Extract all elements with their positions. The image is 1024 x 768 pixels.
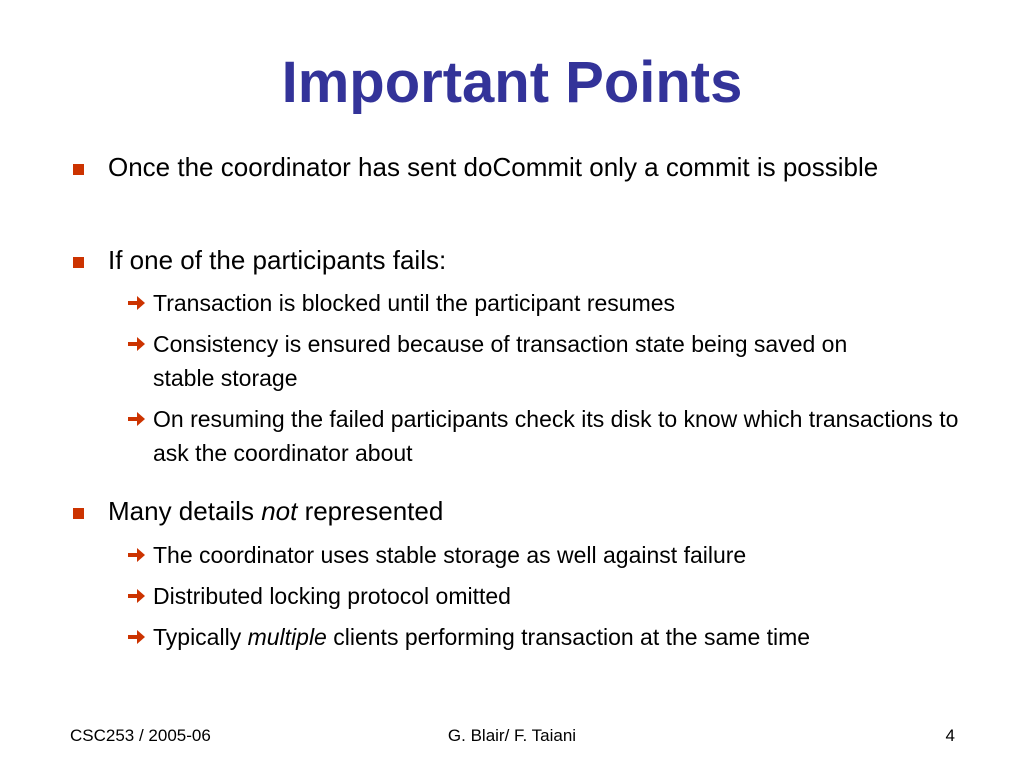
sub-bullet-3-3-before: Typically xyxy=(153,624,248,650)
right-arrow-icon xyxy=(126,293,146,313)
right-arrow-icon xyxy=(126,334,146,354)
right-arrow-icon xyxy=(126,627,146,647)
right-arrow-icon xyxy=(126,409,146,429)
sub-bullet-3-3-emphasis: multiple xyxy=(247,624,327,650)
bullet-3-emphasis: not xyxy=(261,496,298,526)
sub-bullet-3-3 xyxy=(153,620,983,654)
footer-authors: G. Blair/ F. Taiani xyxy=(447,726,577,745)
square-bullet-icon xyxy=(73,257,84,268)
sub-bullet-3-1: The coordinator uses stable storage as well against failure xyxy=(153,542,747,568)
footer-page-number: 4 xyxy=(945,726,955,745)
bullet-3-before: Many details xyxy=(108,496,262,526)
sub-bullet-3-2: Distributed locking protocol omitted xyxy=(153,583,511,609)
slide-title: Important Points xyxy=(281,50,743,115)
bullet-1: Once the coordinator has sent doCommit only a commit is possible xyxy=(108,152,879,182)
square-bullet-icon xyxy=(73,508,84,519)
bullet-3 xyxy=(108,494,968,528)
sub-bullet-2-3: On resuming the failed participants check its disk to know which transactions to ask the coordinator about xyxy=(153,406,959,466)
bullet-3-after: represented xyxy=(297,496,444,526)
square-bullet-icon xyxy=(73,164,84,175)
right-arrow-icon xyxy=(126,586,146,606)
sub-bullet-3-3-after: clients performing transaction at the same time xyxy=(326,624,811,650)
sub-bullet-2-2: Consistency is ensured because of transaction state being saved on stable storage xyxy=(153,331,848,391)
right-arrow-icon xyxy=(126,545,146,565)
footer-course: CSC253 / 2005-06 xyxy=(70,726,211,745)
sub-bullet-2-1: Transaction is blocked until the participant resumes xyxy=(153,290,676,316)
bullet-2: If one of the participants fails: xyxy=(108,245,447,275)
